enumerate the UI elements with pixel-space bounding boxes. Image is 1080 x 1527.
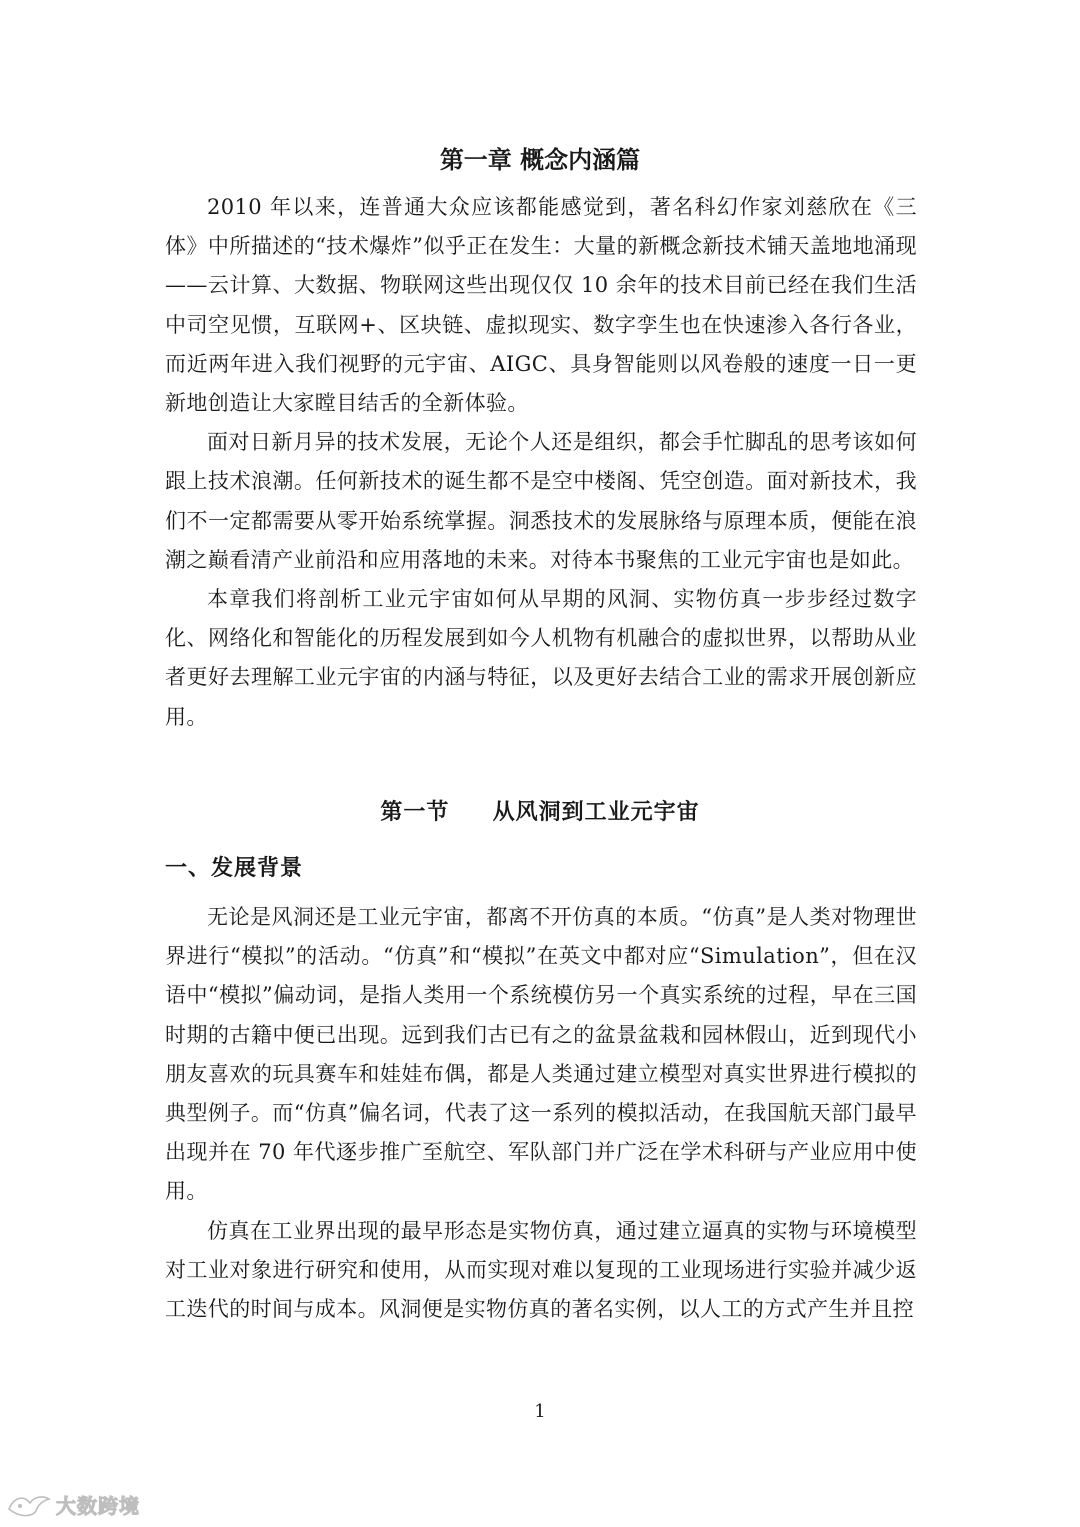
subsection-title: 一、发展背景: [165, 855, 304, 881]
watermark: [6, 1490, 140, 1519]
section-title: 第一节 从风洞到工业元宇宙: [380, 799, 700, 825]
body-section: [165, 898, 917, 1329]
intro-paragraph-1: 2010 年以来，连普通大众应该都能感觉到，著名科幻作家刘慈欣在《三体》中所描述的“技术爆炸”似乎正在发生：大量的新概念新技术铺天盖地地涌现——云计算、大数据、物联网这些出现仅仅 10 余年的技术目前已经在我们生活中司空见惯，互联网+、区块链、虚拟现实、数字孪生也在快速渗入各行各业，而近两年进入我们视野的元宇宙、AIGC、具身智能则以风卷般的速度一日一更新地创造让大家瞠目结舌的全新体验。: [165, 195, 917, 416]
watermark-text: 大数跨境: [56, 1494, 140, 1518]
body-paragraph-1: 无论是风洞还是工业元宇宙，都离不开仿真的本质。“仿真”是人类对物理世界进行“模拟”的活动。“仿真”和“模拟”在英文中都对应“Simulation”，但在汉语中“模拟”偏动词，是指人类用一个系统模仿另一个真实系统的过程，早在三国时期的古籍中便已出现。远到我们古已有之的盆景盆栽和园林假山，近到现代小朋友喜欢的玩具赛车和娃娃布偶，都是人类通过建立模型对真实世界进行模拟的典型例子。而“仿真”偏名词，代表了这一系列的模拟活动，在我国航天部门最早出现并在 70 年代逐步推广至航空、军队部门并广泛在学术科研与产业应用中使用。: [165, 905, 917, 1204]
intro-paragraph-2: 面对日新月异的技术发展，无论个人还是组织，都会手忙脚乱的思考该如何跟上技术浪潮。任何新技术的诞生都不是空中楼阁、凭空创造。面对新技术，我们不一定都需要从零开始系统掌握。洞悉技术的发展脉络与原理本质，便能在浪潮之巅看清产业前沿和应用落地的未来。对待本书聚焦的工业元宇宙也是如此。: [165, 430, 917, 572]
bird-logo-icon: [6, 1491, 52, 1519]
body-paragraph-2: 仿真在工业界出现的最早形态是实物仿真，通过建立逼真的实物与环境模型对工业对象进行研究和使用，从而实现对难以复现的工业现场进行实验并减少返工迭代的时间与成本。风洞便是实物仿真的著名实例，以人工的方式产生并且控: [165, 1218, 917, 1322]
page-number: 1: [534, 1401, 546, 1422]
intro-section: [165, 188, 917, 737]
chapter-title: 第一章 概念内涵篇: [439, 146, 641, 174]
intro-paragraph-3: 本章我们将剖析工业元宇宙如何从早期的风洞、实物仿真一步步经过数字化、网络化和智能化的历程发展到如今人机物有机融合的虚拟世界，以帮助从业者更好去理解工业元宇宙的内涵与特征，以及更好去结合工业的需求开展创新应用。: [165, 587, 917, 729]
